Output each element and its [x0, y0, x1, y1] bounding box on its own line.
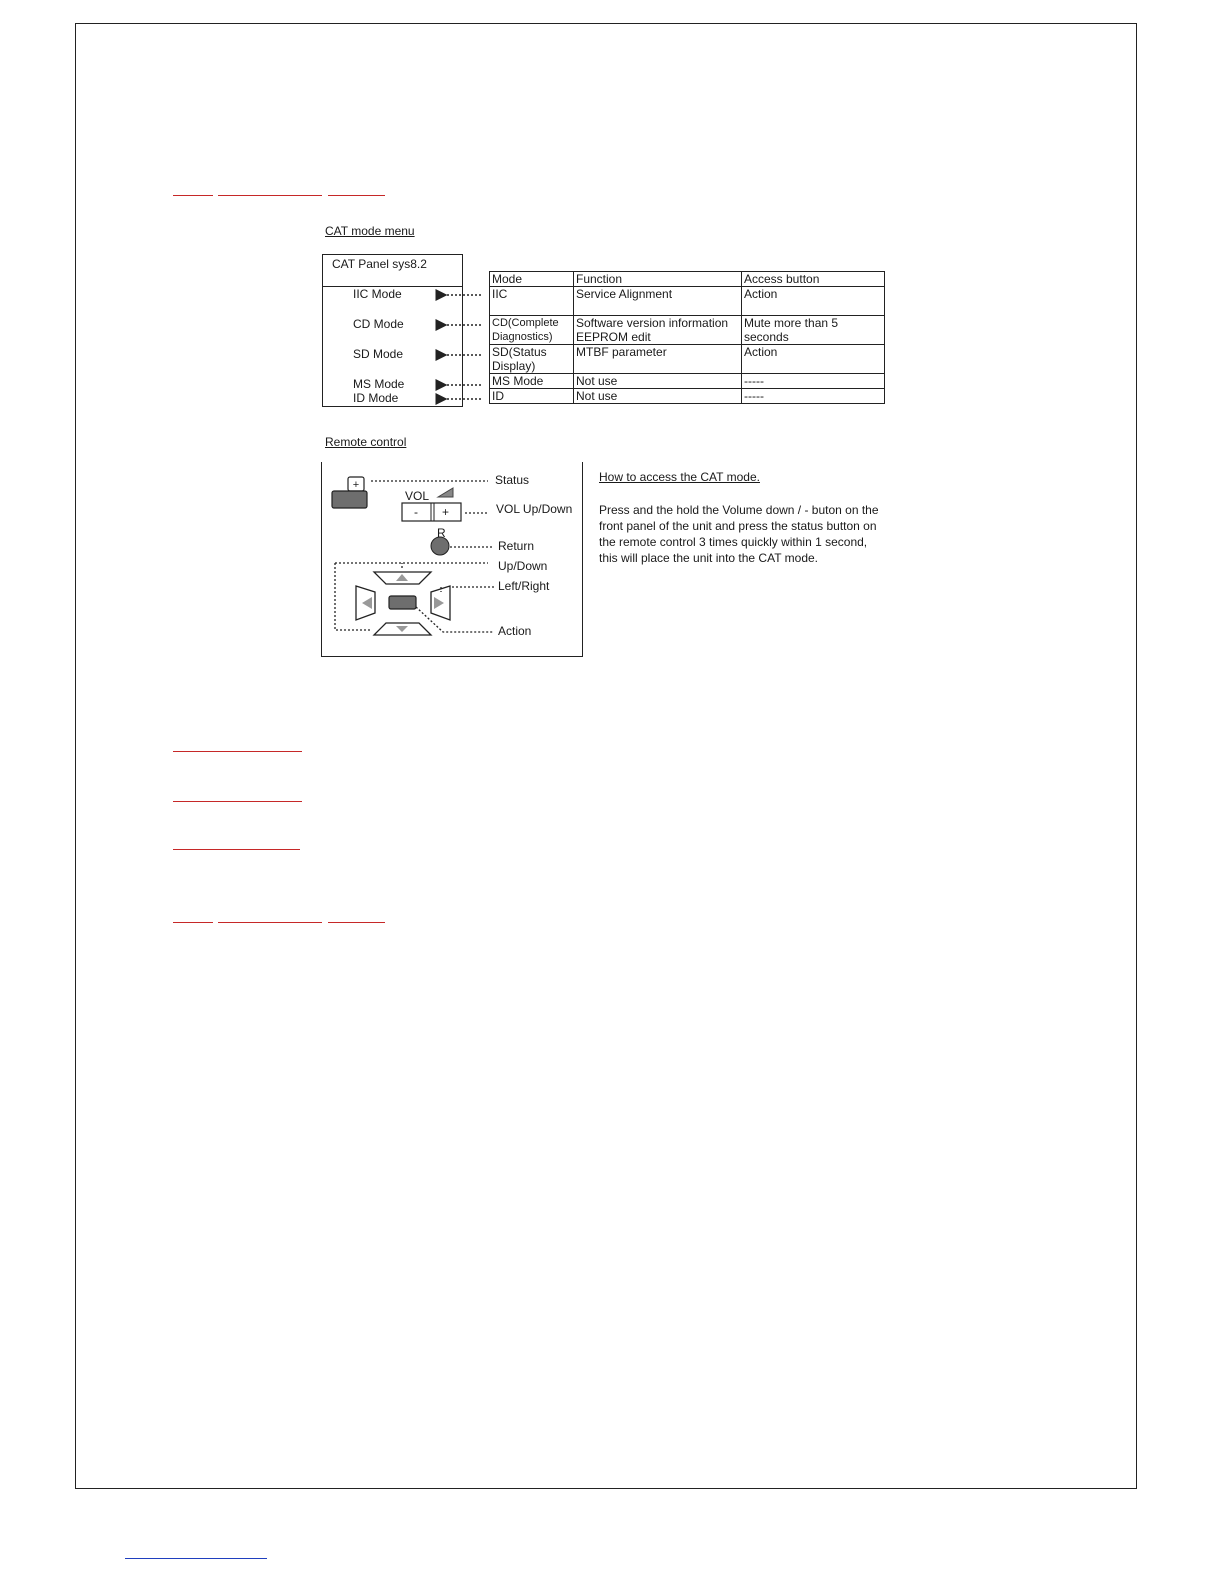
- howto-text: [599, 502, 899, 566]
- table-row: [490, 374, 885, 389]
- table-cell: MS Mode: [490, 374, 574, 389]
- cat-mode-table: [489, 271, 885, 404]
- howto-line: the remote control 3 times quickly within 1 second,: [599, 535, 868, 549]
- table-header: Mode: [490, 272, 574, 287]
- menu-item-iic: IIC Mode: [353, 287, 402, 301]
- menu-item-ms: MS Mode: [353, 377, 405, 391]
- table-cell: Action: [742, 345, 885, 374]
- updown-label: Up/Down: [498, 559, 548, 573]
- cat-panel-title: CAT Panel sys8.2: [332, 257, 427, 271]
- return-label: Return: [498, 539, 535, 553]
- remote-heading: Remote control: [325, 435, 407, 449]
- table-cell: Not use: [574, 389, 742, 404]
- cat-menu-heading: CAT mode menu: [325, 224, 415, 238]
- table-cell: -----: [742, 374, 885, 389]
- table-cell: -----: [742, 389, 885, 404]
- return-r-label: R: [437, 526, 446, 540]
- howto-line: front panel of the unit and press the status button on: [599, 519, 877, 533]
- vol-updown-label: VOL Up/Down: [496, 502, 573, 516]
- footer-link-underline[interactable]: [125, 1558, 267, 1559]
- status-label: Status: [495, 473, 530, 487]
- table-cell: IIC: [490, 287, 574, 316]
- table-cell: Service Alignment: [574, 287, 742, 316]
- table-cell: Software version information EEPROM edit: [574, 316, 742, 345]
- menu-item-id: ID Mode: [353, 391, 399, 405]
- vol-text: VOL: [405, 489, 430, 503]
- table-cell: SD(Status Display): [490, 345, 574, 374]
- howto-line: Press and the hold the Volume down / - buton on the: [599, 503, 879, 517]
- table-cell: CD(Complete Diagnostics): [490, 316, 574, 345]
- table-row: [490, 345, 885, 374]
- menu-item-cd: CD Mode: [353, 317, 404, 331]
- howto-title: How to access the CAT mode.: [599, 470, 760, 484]
- vol-plus-label: +: [442, 505, 450, 519]
- table-row: [490, 316, 885, 345]
- table-cell: Action: [742, 287, 885, 316]
- table-cell: Not use: [574, 374, 742, 389]
- table-cell: ID: [490, 389, 574, 404]
- table-row: [490, 287, 885, 316]
- howto-line: this will place the unit into the CAT mode.: [599, 551, 818, 565]
- action-label: Action: [498, 624, 532, 638]
- table-row: [490, 389, 885, 404]
- table-cell: MTBF parameter: [574, 345, 742, 374]
- table-header: Access button: [742, 272, 885, 287]
- leftright-label: Left/Right: [498, 579, 550, 593]
- vol-minus-label: -: [414, 505, 418, 519]
- table-header: Function: [574, 272, 742, 287]
- menu-item-sd: SD Mode: [353, 347, 404, 361]
- svg-text:+: +: [352, 479, 360, 491]
- table-cell: Mute more than 5 seconds: [742, 316, 885, 345]
